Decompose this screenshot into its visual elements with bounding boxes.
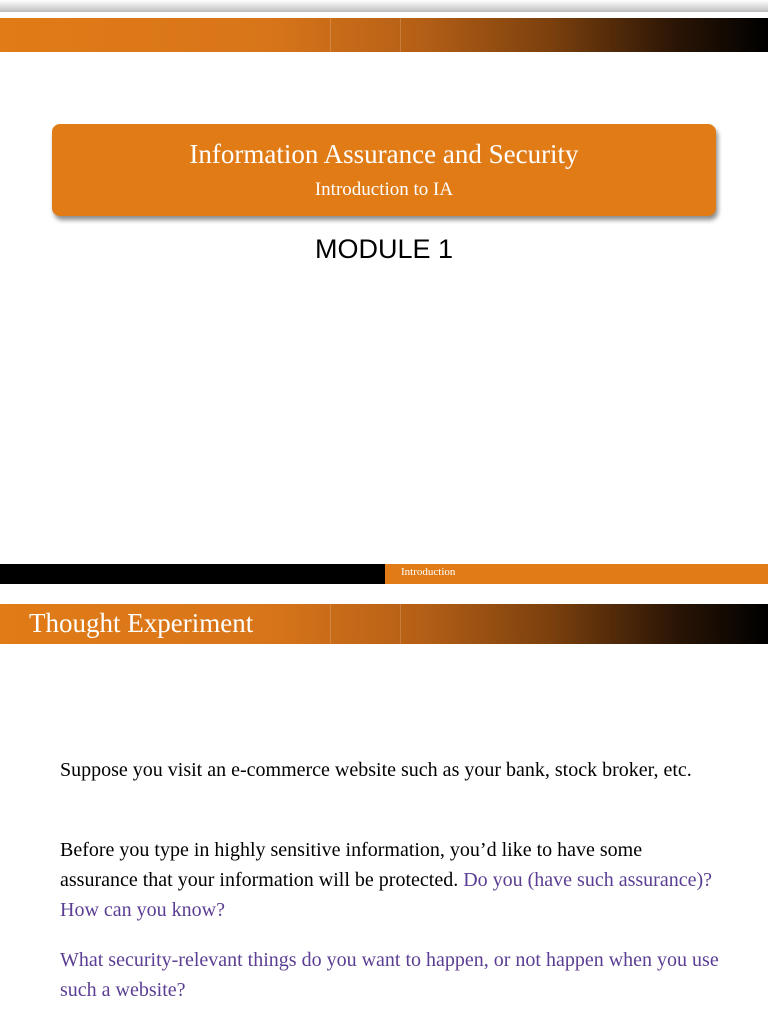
paragraph-2-question: Do you (have such assurance)? How can you know? xyxy=(60,869,712,921)
footer-tab xyxy=(385,564,768,584)
band-segment-divider xyxy=(330,604,331,644)
top-divider xyxy=(0,0,768,12)
slide2-header-band xyxy=(0,604,768,644)
slide-subtitle: Introduction to IA xyxy=(314,179,454,200)
slide-title: Information Assurance and Security xyxy=(189,139,579,169)
band-segment-divider xyxy=(400,18,401,52)
paragraph-2-statement: Before you type in highly sensitive information, you’d like to have some assurance that your information will be protected. xyxy=(60,839,643,891)
module-label: MODULE 1 xyxy=(314,234,454,264)
footer-label: Introduction xyxy=(401,566,456,578)
slide1-footer-bar xyxy=(0,564,768,584)
slide-heading: Thought Experiment xyxy=(29,608,254,638)
band-segment-divider xyxy=(330,18,331,52)
body-paragraph-2 xyxy=(60,835,720,925)
slide1-title-box xyxy=(52,124,716,216)
slide1-header-band xyxy=(0,18,768,52)
band-segment-divider xyxy=(400,604,401,644)
body-paragraph-3: What security-relevant things do you want to happen, or not happen when you use such a website? xyxy=(60,949,719,1001)
body-paragraph-1: Suppose you visit an e-commerce website such as your bank, stock broker, etc. xyxy=(60,759,692,781)
